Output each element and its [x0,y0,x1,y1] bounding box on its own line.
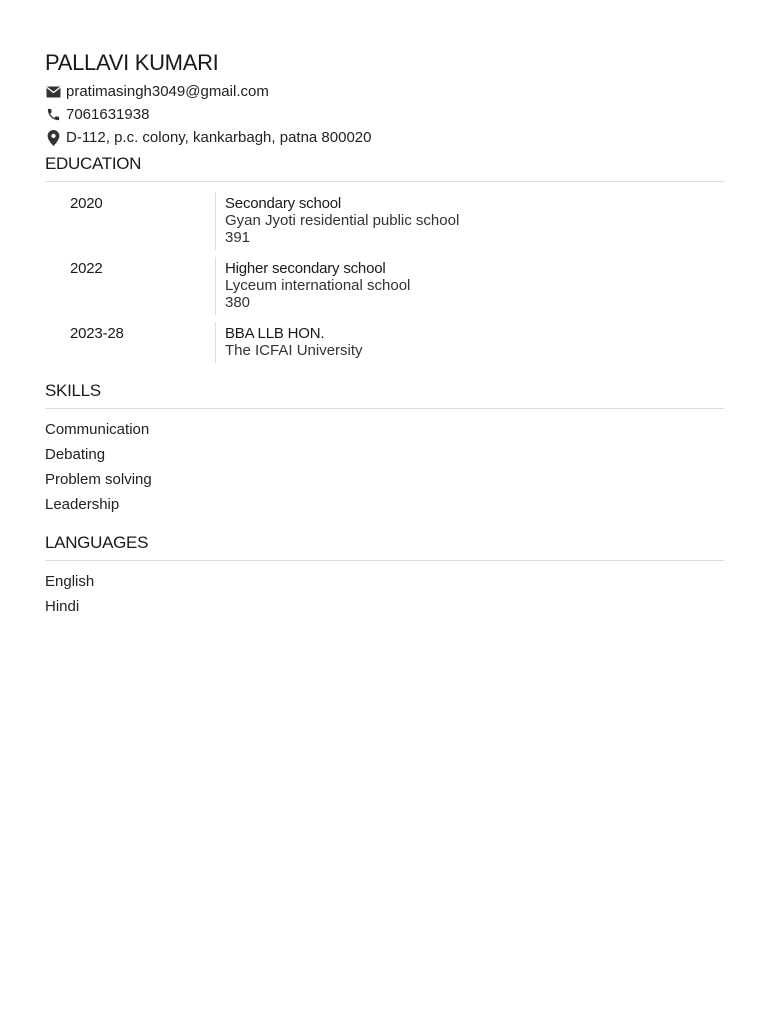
skill-item: Communication [45,421,150,438]
education-degree: Higher secondary school [225,260,386,277]
skills-title: SKILLS [45,380,724,409]
education-year: 2023-28 [70,325,124,342]
education-section [45,153,724,363]
education-school: Lyceum international school [225,277,411,294]
education-score: 391 [225,229,251,246]
education-item [45,192,724,250]
candidate-name: PALLAVI KUMARI [45,50,219,75]
education-details [215,257,410,315]
education-item [45,322,724,363]
skill-item: Problem solving [45,471,152,488]
contact-email[interactable]: pratimasingh3049@gmail.com [66,83,269,100]
education-degree: BBA LLB HON. [225,325,325,342]
languages-list [45,569,724,619]
education-degree: Secondary school [225,195,342,212]
languages-section [45,532,724,619]
contact-address: D-112, p.c. colony, kankarbagh, patna 800020 [66,129,372,146]
education-school: The ICFAI University [225,342,363,359]
phone-icon [45,107,61,123]
education-school: Gyan Jyoti residential public school [225,212,460,229]
skill-item: Leadership [45,496,120,513]
skill-item: Debating [45,446,106,463]
education-title: EDUCATION [45,153,724,182]
contact-phone[interactable]: 7061631938 [66,106,150,123]
skills-list [45,417,724,517]
education-item [45,257,724,315]
education-year: 2022 [70,260,103,277]
language-item: Hindi [45,598,80,615]
education-score: 380 [225,294,251,311]
contact-address-row [45,126,724,149]
education-details [215,192,459,250]
resume-page [45,48,724,619]
contact-email-row [45,80,724,103]
map-pin-icon [45,130,61,146]
education-year: 2020 [70,195,103,212]
skills-section [45,380,724,517]
language-item: English [45,573,95,590]
contact-phone-row [45,103,724,126]
education-details [215,322,363,363]
languages-title: LANGUAGES [45,532,724,561]
contact-info [45,80,724,149]
envelope-icon [45,84,61,100]
education-list [45,192,724,363]
